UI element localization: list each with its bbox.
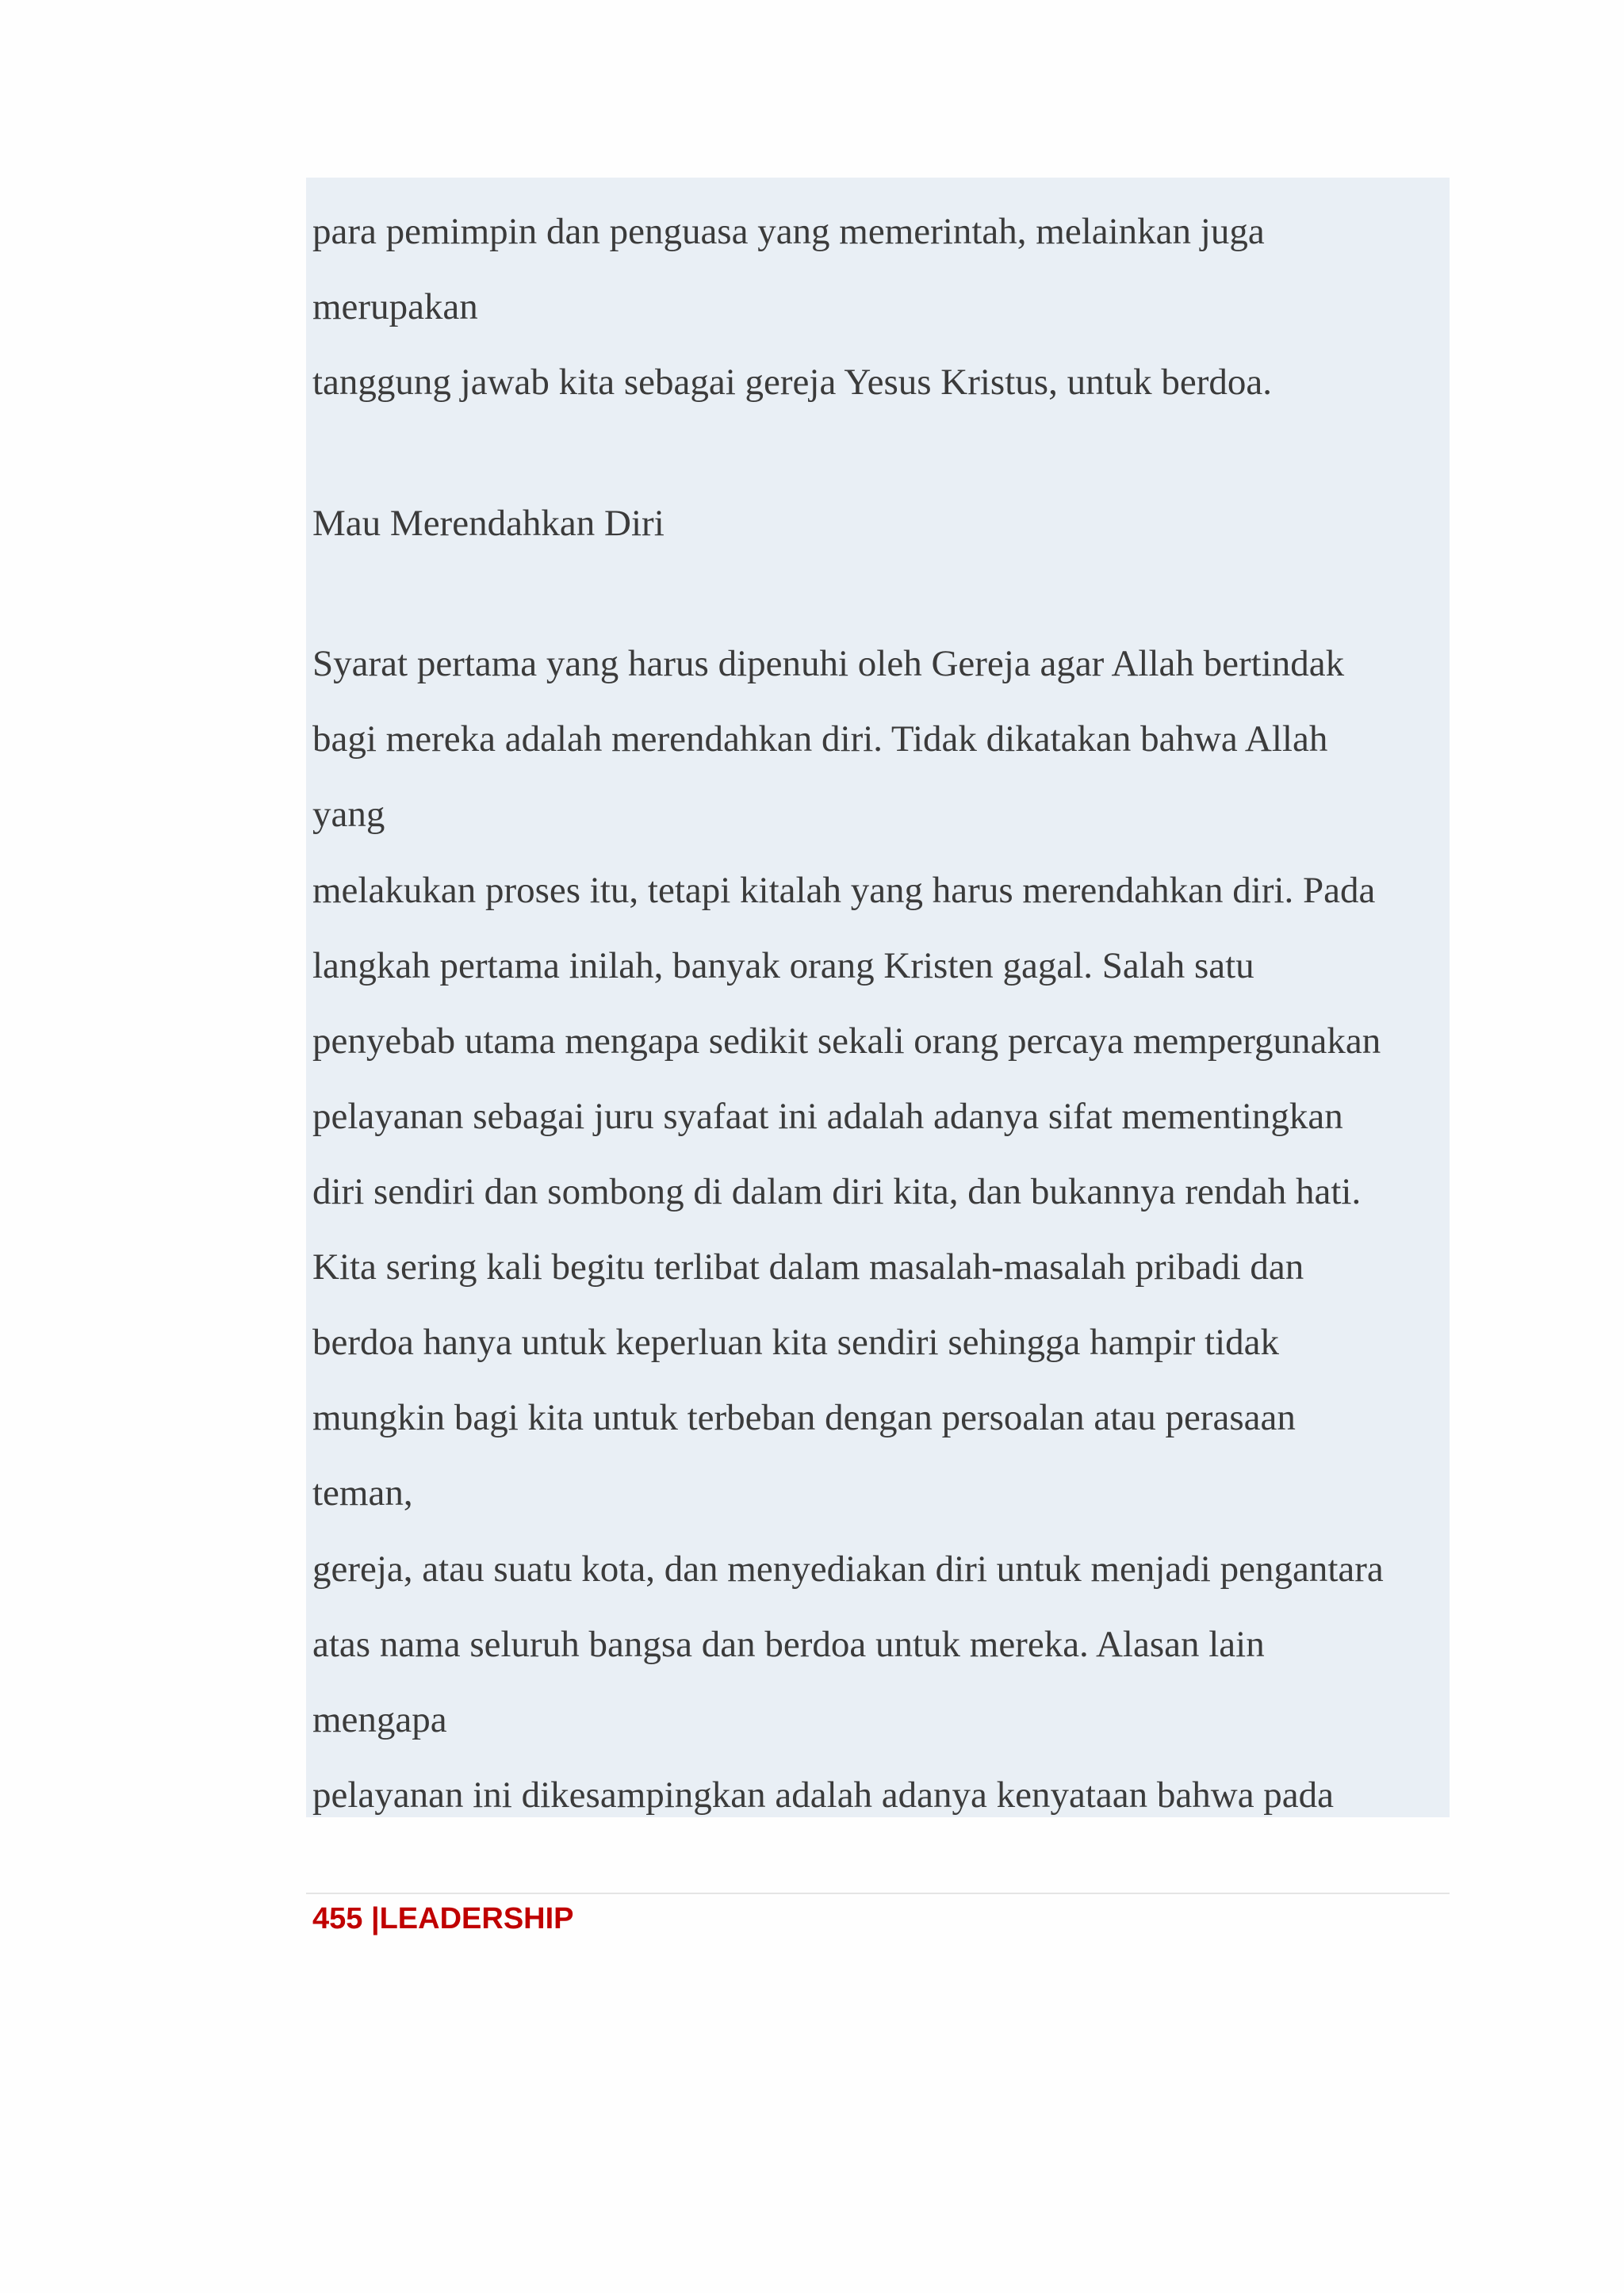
body-line: bagi mereka adalah merendahkan diri. Tidak dikatakan bahwa Allah (312, 718, 1328, 760)
body-line: berdoa hanya untuk keperluan kita sendiri sehingga hampir tidak (312, 1322, 1280, 1363)
body-line: mungkin bagi kita untuk terbeban dengan persoalan atau perasaan (312, 1397, 1296, 1438)
body-line: diri sendiri dan sombong di dalam diri kita, dan bukannya rendah hati. (312, 1171, 1362, 1212)
body-line: langkah pertama inilah, banyak orang Kristen gagal. Salah satu (312, 945, 1254, 986)
body-line: melakukan proses itu, tetapi kitalah yang harus merendahkan diri. Pada (312, 870, 1376, 911)
body-line: gereja, atau suatu kota, dan menyediakan diri untuk menjadi pengantara (312, 1548, 1384, 1590)
section-heading: Mau Merendahkan Diri (312, 503, 665, 544)
body-line: mengapa (312, 1699, 447, 1740)
body-line: yang (312, 794, 385, 835)
body-line: atas nama seluruh bangsa dan berdoa untuk mereka. Alasan lain (312, 1624, 1265, 1665)
body-line: para pemimpin dan penguasa yang memerintah, melainkan juga (312, 211, 1265, 252)
body-line: Kita sering kali begitu terlibat dalam masalah-masalah pribadi dan (312, 1246, 1304, 1288)
body-line: penyebab utama mengapa sedikit sekali orang percaya mempergunakan (312, 1020, 1381, 1062)
footer-divider (306, 1893, 1450, 1894)
body-line: pelayanan ini dikesampingkan adalah adanya kenyataan bahwa pada (312, 1774, 1335, 1816)
page-footer: 455 |LEADERSHIP (312, 1902, 574, 1935)
body-line: Syarat pertama yang harus dipenuhi oleh Gereja agar Allah bertindak (312, 643, 1345, 684)
body-line: merupakan (312, 286, 478, 327)
body-line: teman, (312, 1472, 413, 1514)
body-line: tanggung jawab kita sebagai gereja Yesus Kristus, untuk berdoa. (312, 362, 1272, 403)
body-line: pelayanan sebagai juru syafaat ini adalah adanya sifat mementingkan (312, 1096, 1343, 1137)
